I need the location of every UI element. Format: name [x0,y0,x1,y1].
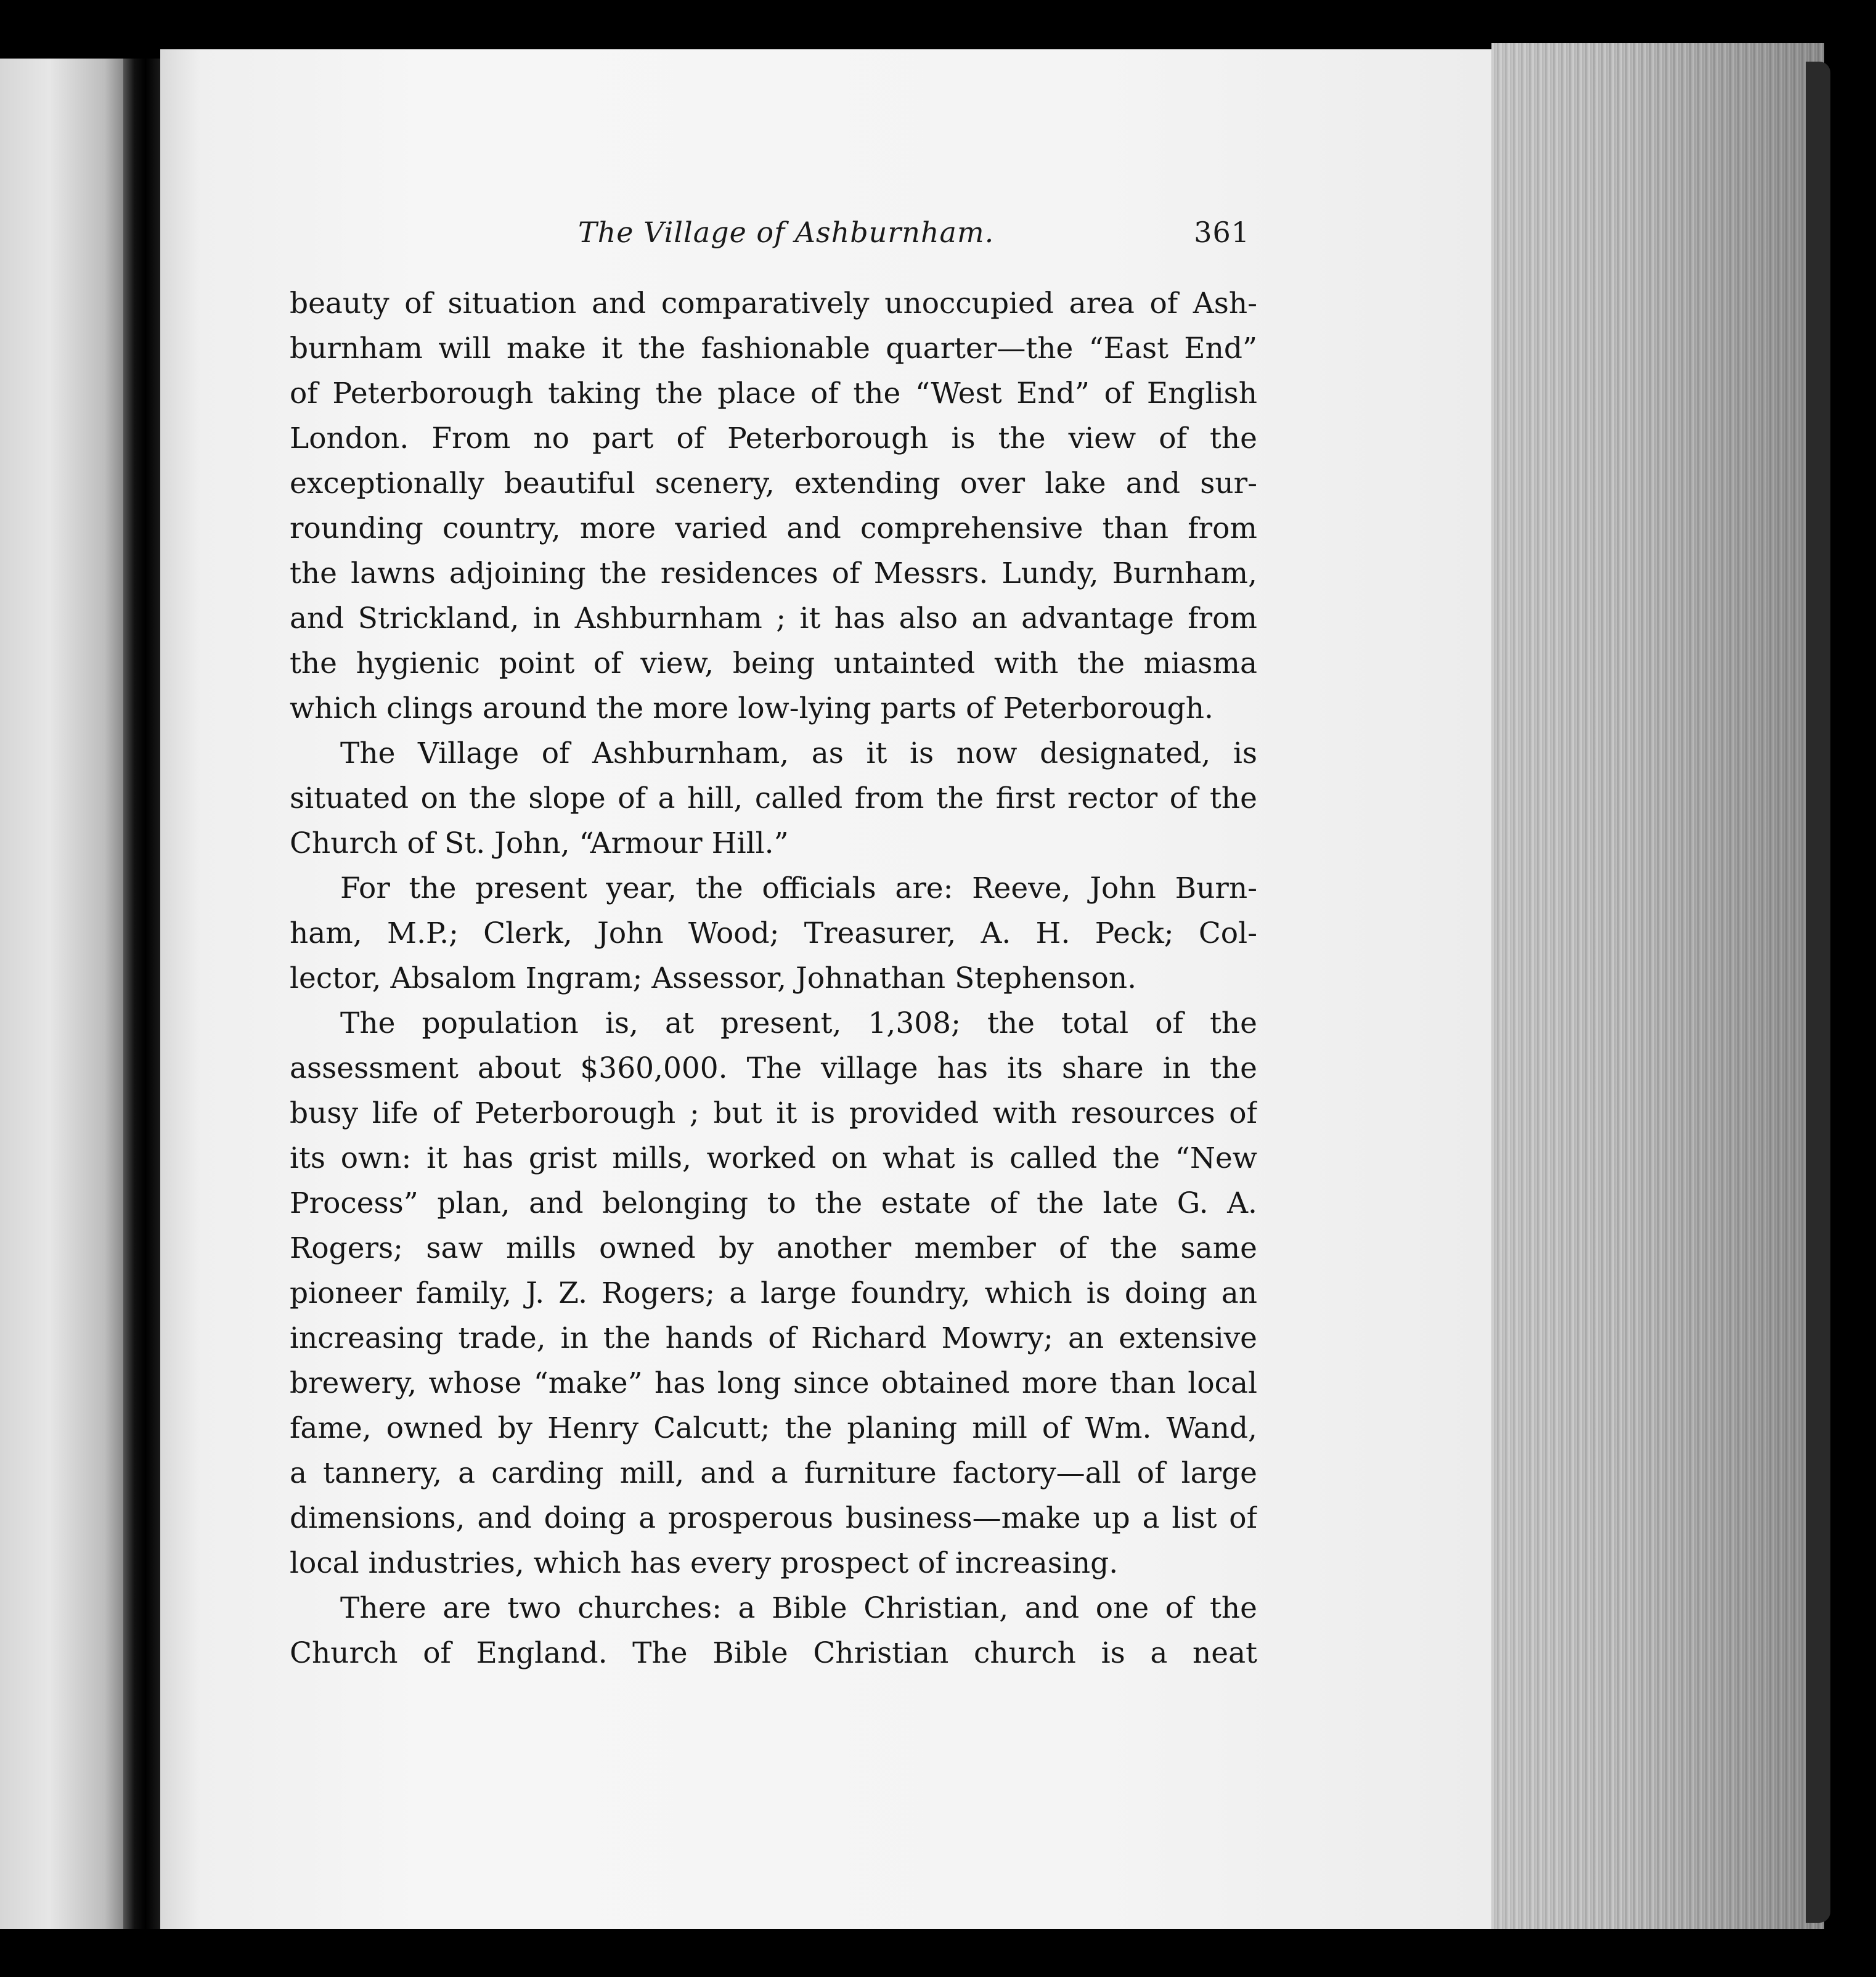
text-line: a tannery, a carding mill, and a furniture factory—all of large [290,1456,1257,1490]
text-line: exceptionally beautiful scenery, extending over lake and sur- [290,467,1257,500]
text-line: ham, M.P.; Clerk, John Wood; Treasurer, A. H. Peck; Col- [290,916,1257,950]
text-line: beauty of situation and comparatively unoccupied area of Ash- [290,287,1257,320]
facing-page-edge [0,59,123,1929]
text-line: fame, owned by Henry Calcutt; the planing mill of Wm. Wand, [290,1411,1257,1445]
text-line: The population is, at present, 1,308; the total of the [340,1006,1257,1040]
text-line: local industries, which has every prospect of increasing. [290,1546,1119,1580]
text-line: its own: it has grist mills, worked on what is called the “New [290,1141,1257,1175]
running-head [288,210,1256,265]
text-line: which clings around the more low-lying parts of Peterborough. [290,691,1213,725]
text-line: pioneer family, J. Z. Rogers; a large foundry, which is doing an [290,1276,1257,1310]
text-line: There are two churches: a Bible Christian, and one of the [340,1591,1257,1625]
text-line: situated on the slope of a hill, called from the first rector of the [290,781,1257,815]
text-line: the lawns adjoining the residences of Messrs. Lundy, Burnham, [290,556,1257,590]
text-line: The Village of Ashburnham, as it is now designated, is [340,736,1257,770]
text-line: Church of England. The Bible Christian church is a neat [290,1636,1257,1670]
text-line: increasing trade, in the hands of Richard Mowry; an extensive [290,1321,1257,1355]
text-line: Rogers; saw mills owned by another member of the same [290,1231,1257,1265]
text-line: London. From no part of Peterborough is the view of the [290,422,1257,455]
text-line: burnham will make it the fashionable quarter—the “East End” [290,332,1257,365]
page-edges-shading [1491,43,1824,1929]
body-text [290,281,1257,1676]
text-line: of Peterborough taking the place of the “West End” of English [290,377,1257,410]
text-line: For the present year, the officials are: Reeve, John Burn- [340,871,1257,905]
text-line: and Strickland, in Ashburnham ; it has also an advantage from [290,601,1257,635]
book-gutter [123,59,160,1929]
page-number: 361 [1194,216,1250,249]
text-line: busy life of Peterborough ; but it is provided with resources of [290,1096,1257,1130]
running-title: The Village of Ashburnham. [578,216,995,249]
text-line: Church of St. John, “Armour Hill.” [290,826,789,860]
text-line: brewery, whose “make” has long since obtained more than local [290,1366,1257,1400]
text-line: Process” plan, and belonging to the estate of the late G. A. [290,1186,1257,1220]
text-line: dimensions, and doing a prosperous business—make up a list of [290,1501,1257,1535]
text-line: the hygienic point of view, being untainted with the miasma [290,646,1257,680]
text-line: lector, Absalom Ingram; Assessor, Johnathan Stephenson. [290,961,1137,995]
book-cover-edge [1806,62,1830,1923]
text-line: rounding country, more varied and comprehensive than from [290,512,1257,545]
text-line: assessment about $360,000. The village has its share in the [290,1051,1257,1085]
